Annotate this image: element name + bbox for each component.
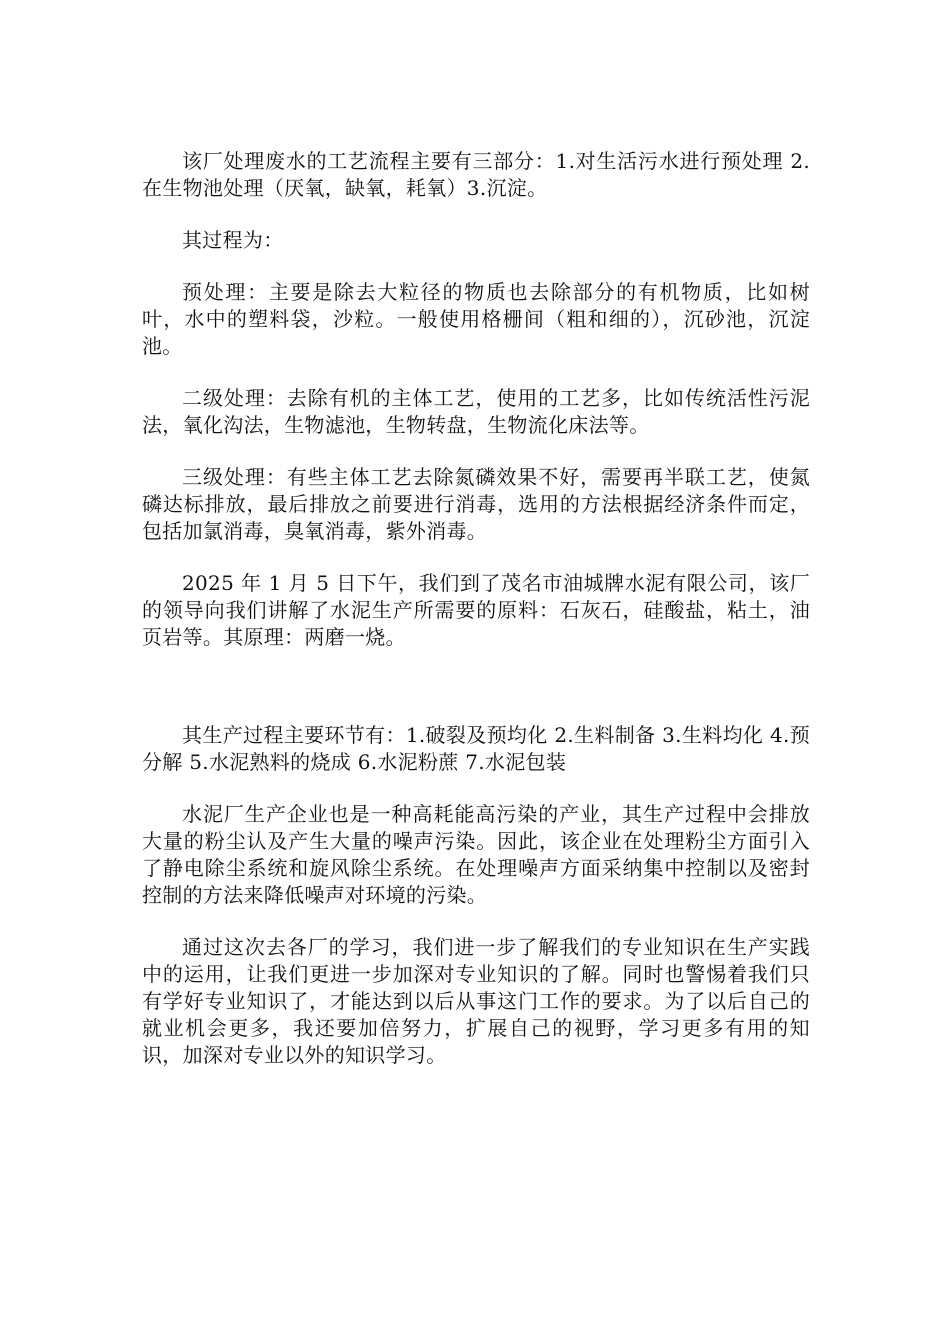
paragraph-tertiary-treatment: 三级处理：有些主体工艺去除氮磷效果不好，需要再半联工艺，使氮磷达标排放，最后排放之前要进行消毒，选用的方法根据经济条件而定，包括加氯消毒，臭氧消毒，紫外消毒。 xyxy=(142,465,810,543)
paragraph-conclusion: 通过这次去各厂的学习，我们进一步了解我们的专业知识在生产实践中的运用，让我们更进一步加深对专业知识的了解。同时也警惕着我们只有学好专业知识了，才能达到以后从事这门工作的要求。为了以后自己的就业机会更多，我还要加倍努力，扩展自己的视野，学习更多有用的知识，加深对专业以外的知识学习。 xyxy=(142,935,810,1067)
document-body xyxy=(142,148,810,1094)
paragraph-pretreatment: 预处理：主要是除去大粒径的物质也去除部分的有机物质，比如树叶，水中的塑料袋，沙粒。一般使用格栅间（粗和细的），沉砂池，沉淀池。 xyxy=(142,280,810,358)
paragraph-cement-visit: 2025 年 1 月 5 日下午，我们到了茂名市油城牌水泥有限公司，该厂的领导向我们讲解了水泥生产所需要的原料：石灰石，硅酸盐，粘土，油页岩等。其原理：两磨一烧。 xyxy=(142,571,810,649)
paragraph-cement-production-steps: 其生产过程主要环节有：1.破裂及预均化 2.生料制备 3.生料均化 4.预分解 5.水泥熟料的烧成 6.水泥粉蔗 7.水泥包装 xyxy=(142,723,810,774)
paragraph-wastewater-process: 该厂处理废水的工艺流程主要有三部分：1.对生活污水进行预处理 2.在生物池处理（厌氧，缺氧，耗氧）3.沉淀。 xyxy=(142,149,810,200)
paragraph-process-intro: 其过程为： xyxy=(182,228,284,252)
paragraph-secondary-treatment: 二级处理：去除有机的主体工艺，使用的工艺多，比如传统活性污泥法，氧化沟法，生物滤池，生物转盘，生物流化床法等。 xyxy=(142,386,810,437)
paragraph-pollution-control: 水泥厂生产企业也是一种高耗能高污染的产业，其生产过程中会排放大量的粉尘认及产生大量的噪声污染。因此，该企业在处理粉尘方面引入了静电除尘系统和旋风除尘系统。在处理噪声方面采纳集中控制以及密封控制的方法来降低噪声对环境的污染。 xyxy=(142,802,810,907)
